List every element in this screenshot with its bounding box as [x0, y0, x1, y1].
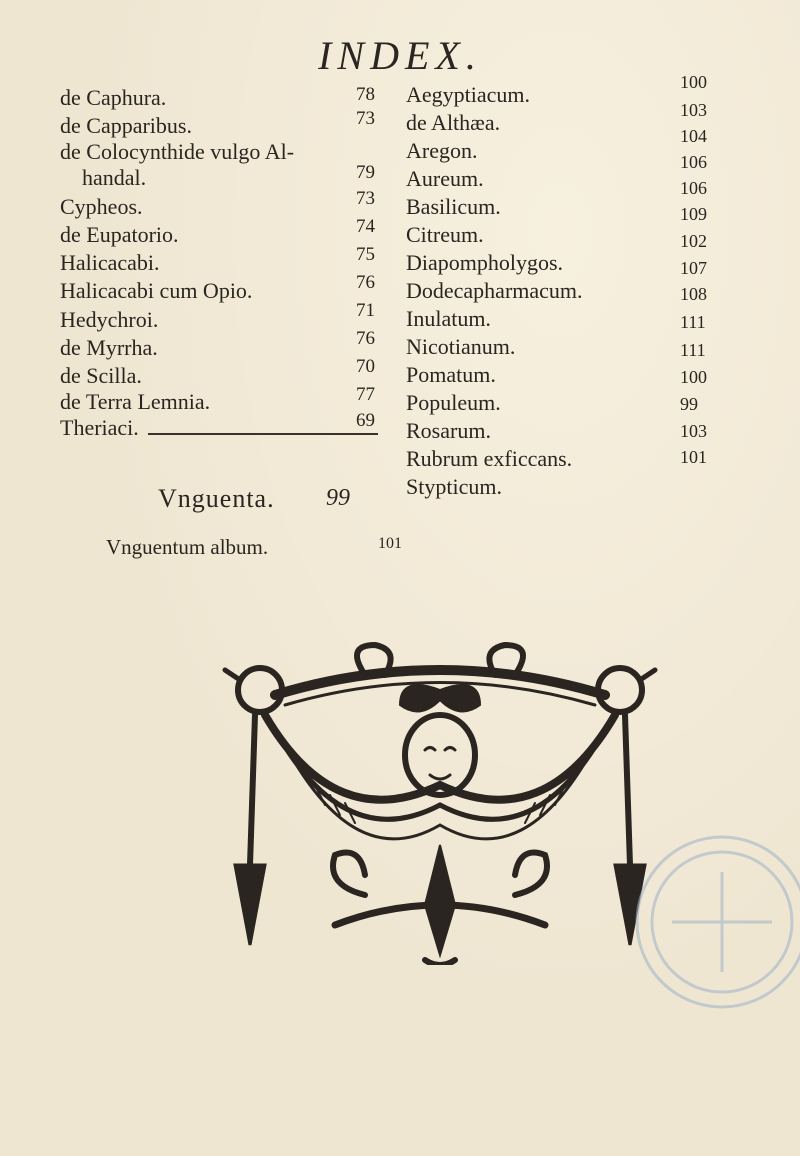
library-stamp-icon	[612, 822, 800, 1022]
left-entry: de Eupatorio.	[60, 222, 179, 247]
section-heading: Vnguenta.	[158, 484, 275, 513]
right-entry: Rubrum exficcans.	[406, 446, 573, 471]
left-entry-number: 75	[356, 244, 375, 265]
right-entry: Populeum.	[406, 390, 501, 415]
right-entry-number: 111	[680, 312, 706, 332]
right-entry-number: 111	[680, 340, 706, 360]
left-entry: Halicacabi.	[60, 250, 160, 275]
left-entry-number: 76	[356, 272, 375, 293]
right-entry: Nicotianum.	[406, 334, 516, 359]
right-entry: Stypticum.	[406, 474, 502, 499]
right-entry: Diapompholygos.	[406, 250, 564, 275]
left-entry: de Terra Lemnia.	[60, 389, 211, 414]
right-entry-number: 106	[680, 152, 707, 172]
right-entry-number: 102	[680, 231, 707, 251]
section-heading-number: 99	[326, 485, 350, 511]
right-entry-number: 103	[680, 421, 707, 441]
left-entry-number: 79	[356, 162, 375, 183]
right-entry: Citreum.	[406, 222, 484, 247]
right-entry-number: 103	[680, 100, 707, 120]
right-entry: Aegyptiacum.	[406, 82, 531, 107]
left-entry-number: 70	[356, 356, 375, 377]
left-entry: de Capparibus.	[60, 113, 192, 138]
right-entry-number: 106	[680, 178, 707, 198]
left-entry: de Colocynthide vulgo Al-	[60, 139, 295, 164]
left-entry-number: 78	[356, 84, 375, 105]
page-title: INDEX.	[318, 33, 482, 78]
right-entry: Aureum.	[406, 166, 484, 191]
right-entry: Pomatum.	[406, 362, 496, 387]
right-entry-number: 109	[680, 204, 707, 224]
section-entry-number: 101	[378, 535, 402, 552]
left-entry: Theriaci.	[60, 415, 139, 440]
right-entry-number: 101	[680, 447, 707, 467]
left-entry: handal.	[82, 165, 147, 190]
right-entry: Rosarum.	[406, 418, 491, 443]
left-entry-number: 73	[356, 108, 375, 129]
left-entry: de Myrrha.	[60, 335, 158, 360]
left-entry: de Scilla.	[60, 363, 142, 388]
left-entry-number: 76	[356, 328, 375, 349]
woodcut-headpiece-icon	[215, 635, 665, 965]
left-entry: Hedychroi.	[60, 307, 159, 332]
right-entry-number: 100	[680, 367, 707, 387]
right-entry-number: 99	[680, 394, 698, 414]
left-entry: de Caphura.	[60, 85, 167, 110]
right-entry: de Althæa.	[406, 110, 501, 135]
left-entry: Halicacabi cum Opio.	[60, 278, 253, 303]
left-entry-number: 73	[356, 188, 375, 209]
left-entry-number: 74	[356, 216, 375, 237]
right-entry-number: 104	[680, 126, 707, 146]
right-entry: Dodecapharmacum.	[406, 278, 583, 303]
left-entry-number: 71	[356, 300, 375, 321]
left-entry: Cypheos.	[60, 194, 143, 219]
left-entry-number: 77	[356, 384, 375, 405]
right-entry-number: 108	[680, 284, 707, 304]
right-entry: Basilicum.	[406, 194, 501, 219]
section-divider	[148, 433, 378, 435]
right-entry-number: 107	[680, 258, 707, 278]
left-entry-number: 69	[356, 410, 375, 431]
right-entry: Inulatum.	[406, 306, 491, 331]
section-entry: Vnguentum album.	[106, 535, 269, 559]
right-entry: Aregon.	[406, 138, 478, 163]
right-entry-number: 100	[680, 72, 707, 92]
